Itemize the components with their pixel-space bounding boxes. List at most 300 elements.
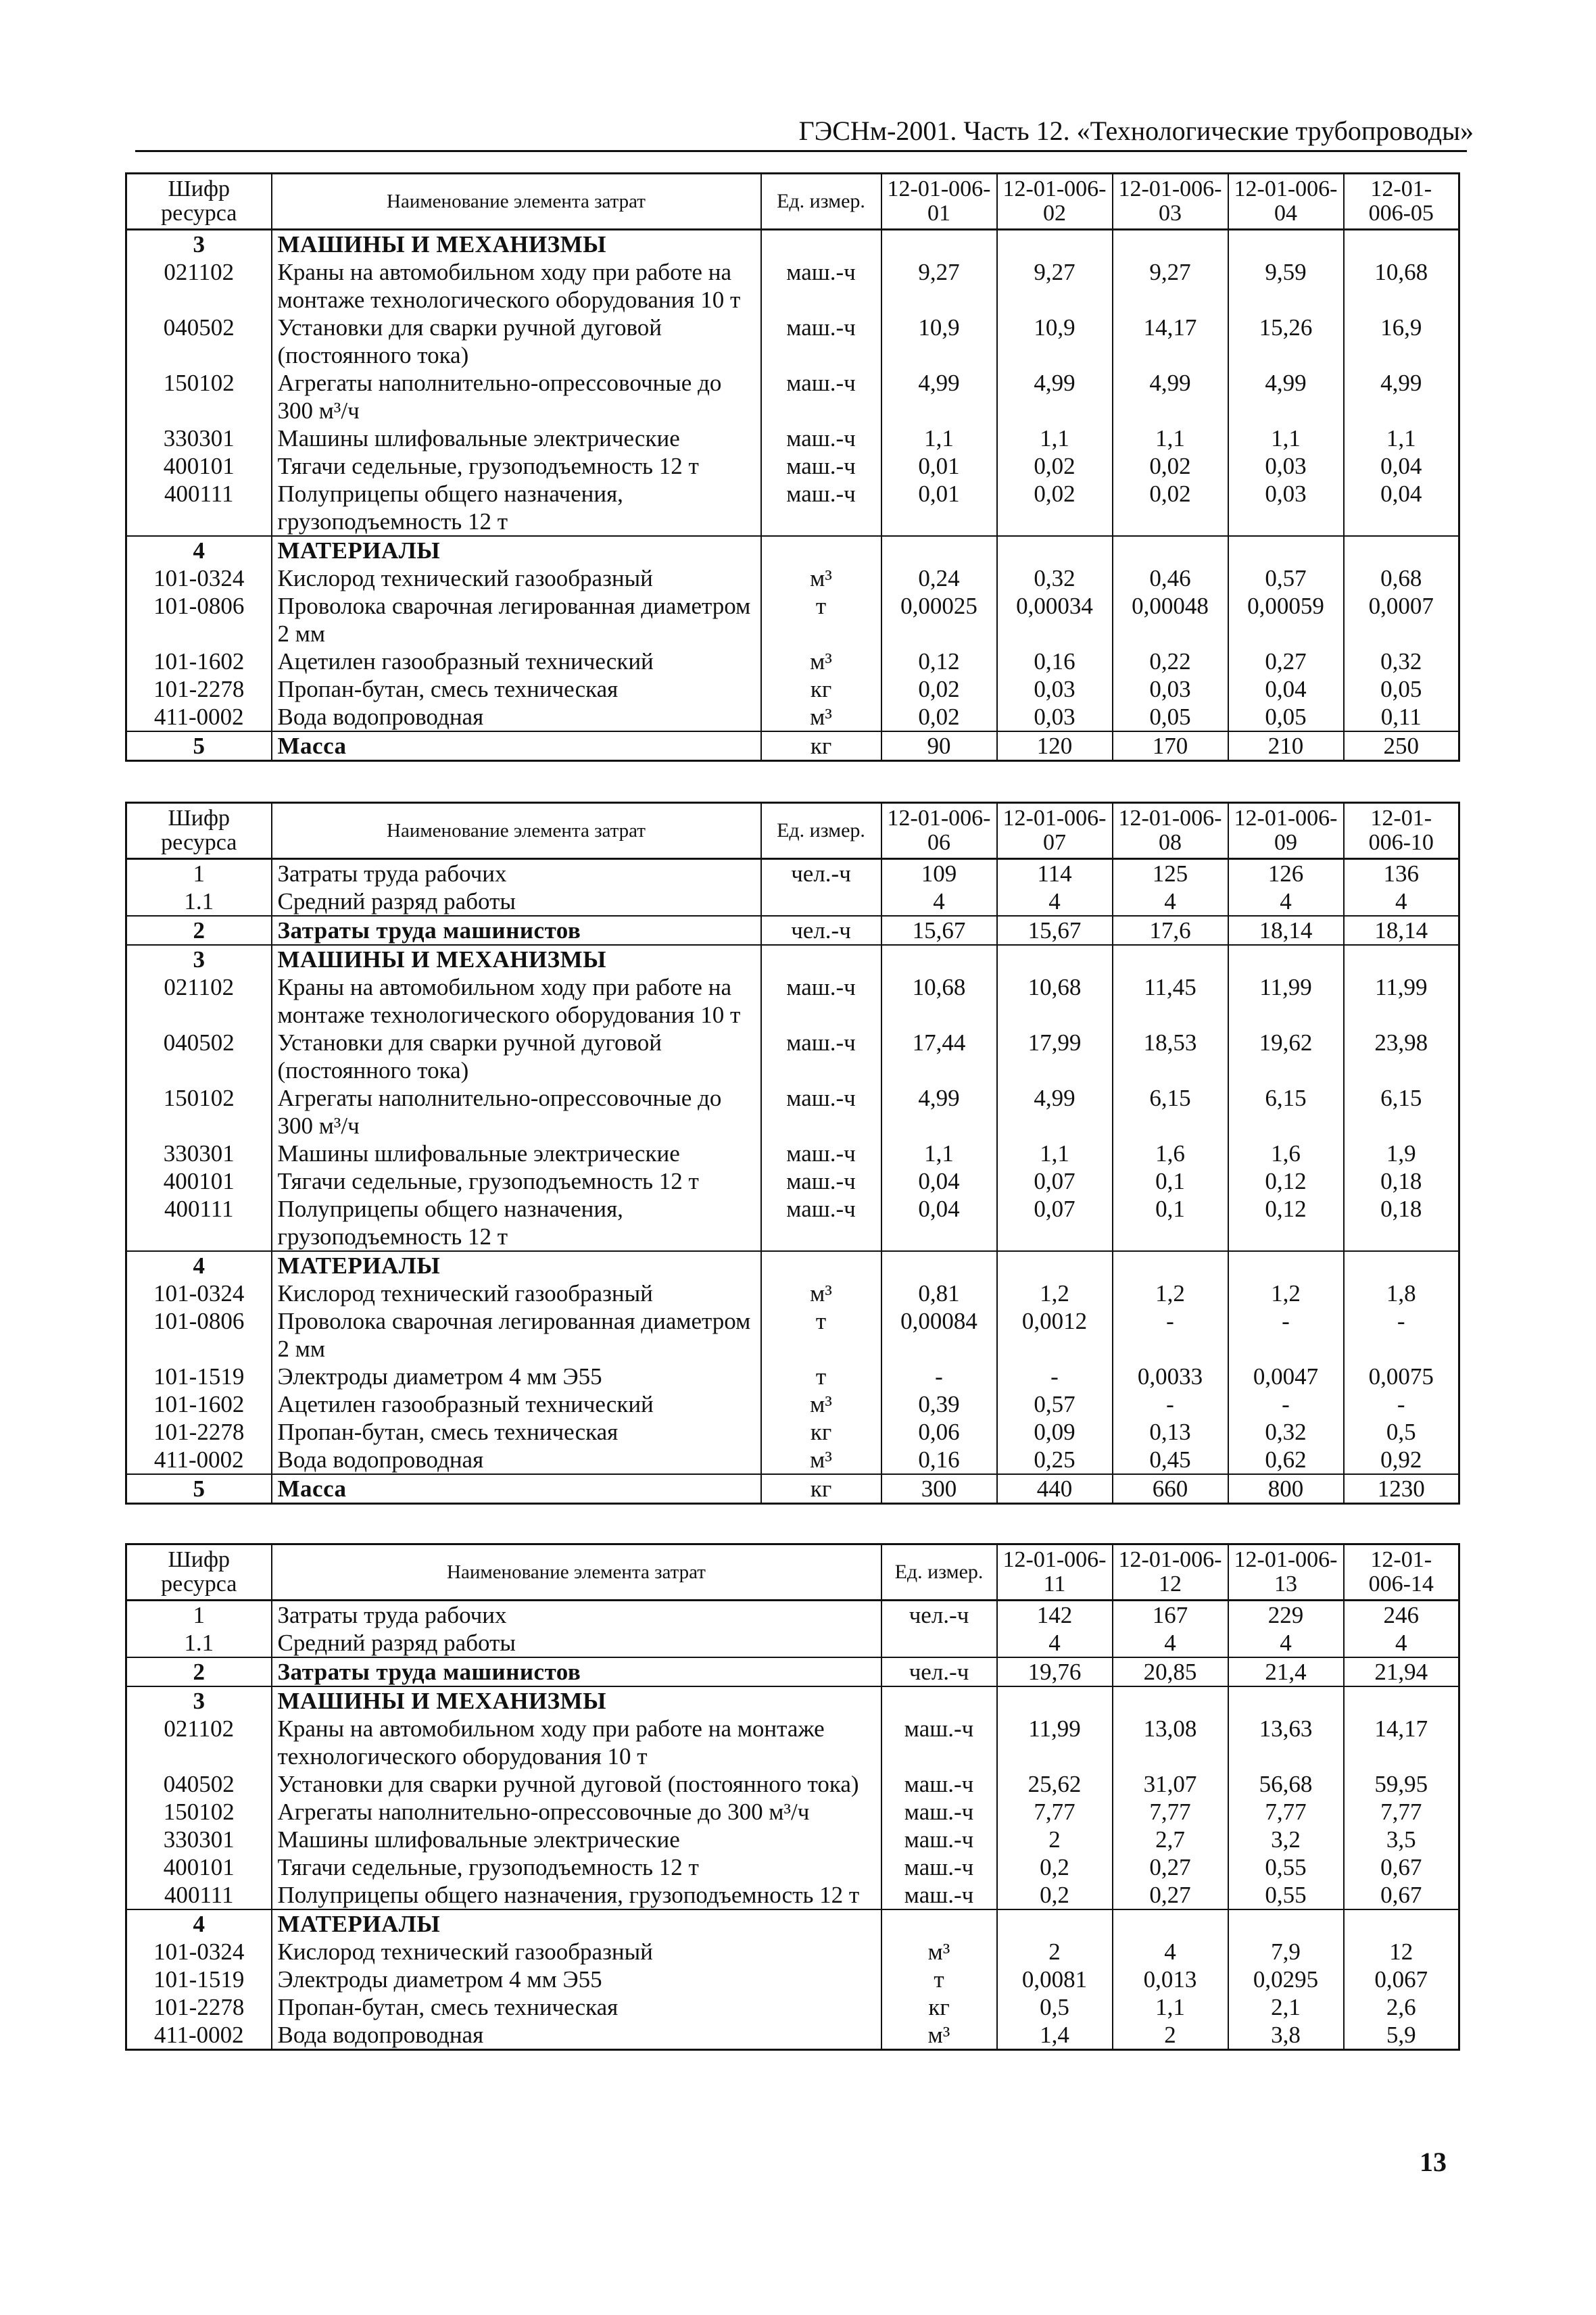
unit-of-measure: м³ [881,2021,997,2050]
norm-value: 0,22 [1113,648,1228,675]
norm-value: 210 [1228,731,1344,761]
norm-value: 1,1 [1113,424,1228,452]
norm-value: 0,013 [1113,1966,1228,1993]
resource-code: 411-0002 [126,2021,272,2050]
resource-code: 3 [126,945,272,973]
cost-element-name: Краны на автомобильном ходу при работе на монтаже технологического оборудования 10 т [272,973,761,1029]
table-row [126,1826,1459,1853]
unit-of-measure: чел.-ч [761,859,881,888]
cost-element-name: Вода водопроводная [272,1446,761,1474]
norm-value: 0,81 [881,1280,997,1307]
norm-value [1228,945,1344,973]
resource-code: 150102 [126,369,272,424]
norm-value: 4,99 [1113,369,1228,424]
norm-value [997,230,1113,259]
cost-table-1 [125,172,1460,762]
norm-value: 3,5 [1344,1826,1459,1853]
norm-value: 4 [1228,887,1344,916]
cost-element-name: Затраты труда рабочих [272,1601,881,1630]
norm-value: 4 [997,1629,1113,1657]
norm-value: 0,45 [1113,1446,1228,1474]
cost-element-name: Масса [272,731,761,761]
norm-value: 440 [997,1474,1113,1504]
table-row [126,1195,1459,1251]
norm-value: 0,12 [881,648,997,675]
table-row [126,1418,1459,1446]
norm-value: 4 [1228,1629,1344,1657]
norm-value: 300 [881,1474,997,1504]
table-row [126,1307,1459,1363]
norm-value: 10,68 [997,973,1113,1029]
norm-value: 1,1 [881,1140,997,1167]
norm-value: 0,24 [881,564,997,592]
cost-element-name: Проволока сварочная легированная диаметром 2 мм [272,592,761,648]
cost-element-name: Машины шлифовальные электрические [272,1140,761,1167]
norm-value [881,945,997,973]
norm-value: 0,32 [997,564,1113,592]
table-row [126,1966,1459,1993]
norm-value: 4 [1113,887,1228,916]
norm-value: 0,07 [997,1195,1113,1251]
norm-value: 0,05 [1344,675,1459,703]
cost-element-name: Пропан-бутан, смесь техническая [272,675,761,703]
norm-value: 0,05 [1113,703,1228,731]
resource-code: 021102 [126,973,272,1029]
table-row [126,1629,1459,1657]
norm-value: 1,1 [1113,1993,1228,2021]
resource-code: 3 [126,230,272,259]
norm-value: 1,9 [1344,1140,1459,1167]
table-row [126,1909,1459,1938]
table-row [126,703,1459,731]
norm-value: 0,46 [1113,564,1228,592]
resource-code: 5 [126,1474,272,1504]
table-row [126,1474,1459,1504]
norm-value: 0,03 [1228,452,1344,480]
norm-value: - [1113,1390,1228,1418]
table-row [126,369,1459,424]
unit-of-measure: маш.-ч [881,1715,997,1770]
resource-code: 411-0002 [126,1446,272,1474]
table-row [126,592,1459,648]
cost-element-name: Кислород технический газообразный [272,1280,761,1307]
resource-code: 400111 [126,1881,272,1909]
unit-of-measure: маш.-ч [881,1798,997,1826]
unit-of-measure [881,1629,997,1657]
norm-value: 2,6 [1344,1993,1459,2021]
table-row [126,945,1459,973]
cost-element-name: МАШИНЫ И МЕХАНИЗМЫ [272,1686,881,1715]
table-row [126,675,1459,703]
norm-value: 0,01 [881,452,997,480]
header-code: Шифр ресурса [126,1544,272,1601]
resource-code: 3 [126,1686,272,1715]
page-number: 13 [1420,2147,1447,2177]
norm-value: 1,2 [1113,1280,1228,1307]
cost-element-name: Машины шлифовальные электрические [272,1826,881,1853]
cost-table-3 [125,1543,1460,2051]
norm-value: 4,99 [997,1084,1113,1140]
unit-of-measure: кг [761,731,881,761]
norm-value: 19,62 [1228,1029,1344,1084]
norm-value: 2 [1113,2021,1228,2050]
unit-of-measure [761,230,881,259]
resource-code: 150102 [126,1798,272,1826]
unit-of-measure: т [761,1307,881,1363]
cost-element-name: Агрегаты наполнительно-опрессовочные до 300 м³/ч [272,1798,881,1826]
cost-element-name: Пропан-бутан, смесь техническая [272,1418,761,1446]
table-header-row [126,174,1459,230]
norm-value: 660 [1113,1474,1228,1504]
norm-value: 0,0081 [997,1966,1113,1993]
norm-value: 4 [997,887,1113,916]
norm-value: 1,1 [1344,424,1459,452]
resource-code: 4 [126,1909,272,1938]
norm-value: 7,9 [1228,1938,1344,1966]
norm-value: 4,99 [881,369,997,424]
norm-value [1228,1686,1344,1715]
cost-element-name: МАТЕРИАЛЫ [272,1909,881,1938]
unit-of-measure [761,887,881,916]
norm-value: 0,04 [881,1195,997,1251]
norm-value: 1,8 [1344,1280,1459,1307]
norm-value: 9,27 [997,258,1113,314]
norm-value: 0,5 [1344,1418,1459,1446]
norm-value: 0,32 [1344,648,1459,675]
header-column-code: 12-01-006-03 [1113,174,1228,230]
norm-value [997,945,1113,973]
resource-code: 1.1 [126,887,272,916]
resource-code: 400101 [126,452,272,480]
table-row [126,1390,1459,1418]
header-column-code: 12-01-006-13 [1228,1544,1344,1601]
unit-of-measure: кг [881,1993,997,2021]
header-rule [135,150,1467,152]
norm-value: 120 [997,731,1113,761]
table-row [126,1770,1459,1798]
norm-value: 13,08 [1113,1715,1228,1770]
norm-value: 4 [1113,1629,1228,1657]
unit-of-measure [881,1909,997,1938]
norm-value: 18,14 [1228,916,1344,945]
header-column-code: 12-01-006-10 [1344,803,1459,859]
norm-value: 0,05 [1228,703,1344,731]
table-header-row [126,803,1459,859]
table-row [126,1715,1459,1770]
norm-value: 17,99 [997,1029,1113,1084]
cost-element-name: Средний разряд работы [272,1629,881,1657]
norm-value: 1,2 [1228,1280,1344,1307]
table-row [126,1657,1459,1686]
unit-of-measure [881,1686,997,1715]
norm-value: 0,2 [997,1853,1113,1881]
unit-of-measure: т [761,1363,881,1390]
norm-value: 0,1 [1113,1195,1228,1251]
unit-of-measure: маш.-ч [761,480,881,536]
norm-value: - [1228,1307,1344,1363]
norm-value: 20,85 [1113,1657,1228,1686]
resource-code: 4 [126,536,272,564]
norm-value: 56,68 [1228,1770,1344,1798]
table-row [126,1993,1459,2021]
norm-value: 7,77 [997,1798,1113,1826]
table-row [126,1798,1459,1826]
norm-value: 0,16 [997,648,1113,675]
table-row [126,1251,1459,1280]
norm-value: 0,01 [881,480,997,536]
norm-value: 0,09 [997,1418,1113,1446]
norm-value: 10,68 [881,973,997,1029]
norm-value [1113,945,1228,973]
norm-value: 125 [1113,859,1228,888]
norm-value: 0,92 [1344,1446,1459,1474]
norm-value: 9,27 [881,258,997,314]
unit-of-measure: кг [761,1418,881,1446]
norm-value: 0,02 [881,703,997,731]
cost-element-name: Агрегаты наполнительно-опрессовочные до 300 м³/ч [272,1084,761,1140]
table-row [126,1853,1459,1881]
norm-value: 16,9 [1344,314,1459,369]
norm-value: 1,4 [997,2021,1113,2050]
norm-value: 2,7 [1113,1826,1228,1853]
norm-value: 0,00048 [1113,592,1228,648]
norm-value: 18,14 [1344,916,1459,945]
cost-element-name: Затраты труда рабочих [272,859,761,888]
norm-value: 0,12 [1228,1195,1344,1251]
unit-of-measure: маш.-ч [761,973,881,1029]
table-row [126,2021,1459,2050]
header-column-code: 12-01-006-14 [1344,1544,1459,1601]
table-row [126,564,1459,592]
cost-element-name: МАШИНЫ И МЕХАНИЗМЫ [272,945,761,973]
norm-value: 0,03 [1228,480,1344,536]
resource-code: 101-1602 [126,1390,272,1418]
table-row [126,1280,1459,1307]
cost-element-name: Полуприцепы общего назначения, грузоподъемность 12 т [272,480,761,536]
norm-value: 6,15 [1113,1084,1228,1140]
unit-of-measure: м³ [761,703,881,731]
norm-value [1113,1686,1228,1715]
norm-value: 170 [1113,731,1228,761]
unit-of-measure: м³ [881,1938,997,1966]
norm-value: 12 [1344,1938,1459,1966]
unit-of-measure: маш.-ч [881,1853,997,1881]
norm-value: 0,02 [997,480,1113,536]
resource-code: 400101 [126,1167,272,1195]
norm-value [1228,1251,1344,1280]
header-column-code: 12-01-006-05 [1344,174,1459,230]
resource-code: 400101 [126,1853,272,1881]
header-name: Наименование элемента затрат [272,174,761,230]
unit-of-measure: т [761,592,881,648]
norm-value: 0,03 [1113,675,1228,703]
header-unit: Ед. измер. [881,1544,997,1601]
header-unit: Ед. измер. [761,803,881,859]
header-column-code: 12-01-006-07 [997,803,1113,859]
norm-value: 0,067 [1344,1966,1459,1993]
norm-value: 0,27 [1228,648,1344,675]
cost-table-2 [125,802,1460,1505]
cost-element-name: Полуприцепы общего назначения, грузоподъемность 12 т [272,1881,881,1909]
unit-of-measure: маш.-ч [761,314,881,369]
norm-value: 13,63 [1228,1715,1344,1770]
unit-of-measure [761,945,881,973]
unit-of-measure: маш.-ч [881,1881,997,1909]
cost-element-name: Агрегаты наполнительно-опрессовочные до 300 м³/ч [272,369,761,424]
norm-value: 0,03 [997,675,1113,703]
norm-value: 2 [997,1826,1113,1853]
table-row [126,916,1459,945]
resource-code: 101-1519 [126,1966,272,1993]
norm-value: 0,00034 [997,592,1113,648]
header-code: Шифр ресурса [126,803,272,859]
norm-value: 0,0033 [1113,1363,1228,1390]
norm-value: 4 [1344,1629,1459,1657]
norm-value: 0,07 [997,1167,1113,1195]
norm-value: 0,16 [881,1446,997,1474]
norm-value: 17,6 [1113,916,1228,945]
norm-value: 3,8 [1228,2021,1344,2050]
unit-of-measure: м³ [761,1280,881,1307]
norm-value [1113,230,1228,259]
norm-value: 15,67 [997,916,1113,945]
norm-value: 4,99 [1228,369,1344,424]
norm-value: 142 [997,1601,1113,1630]
cost-element-name: Полуприцепы общего назначения, грузоподъемность 12 т [272,1195,761,1251]
cost-element-name: Установки для сварки ручной дуговой (постоянного тока) [272,1029,761,1084]
norm-value: 0,27 [1113,1853,1228,1881]
norm-value [881,536,997,564]
norm-value: 0,67 [1344,1853,1459,1881]
norm-value: 1,2 [997,1280,1113,1307]
resource-code: 101-0324 [126,1280,272,1307]
cost-element-name: Краны на автомобильном ходу при работе на монтаже технологического оборудования 10 т [272,1715,881,1770]
norm-value: 1,6 [1228,1140,1344,1167]
norm-value: 5,9 [1344,2021,1459,2050]
norm-value: 0,27 [1113,1881,1228,1909]
cost-element-name: Средний разряд работы [272,887,761,916]
unit-of-measure: маш.-ч [761,1167,881,1195]
norm-value: 0,02 [997,452,1113,480]
norm-value: 11,99 [997,1715,1113,1770]
norm-value: 0,04 [881,1167,997,1195]
table-row [126,1029,1459,1084]
norm-value: 21,94 [1344,1657,1459,1686]
norm-value [1344,536,1459,564]
norm-value [1228,230,1344,259]
norm-value: 0,2 [997,1881,1113,1909]
norm-value: 0,55 [1228,1853,1344,1881]
norm-value: 18,53 [1113,1029,1228,1084]
norm-value: 59,95 [1344,1770,1459,1798]
cost-element-name: Установки для сварки ручной дуговой (постоянного тока) [272,1770,881,1798]
table-row [126,480,1459,536]
norm-value: - [1113,1307,1228,1363]
norm-value [1344,945,1459,973]
norm-value: 4 [1113,1938,1228,1966]
norm-value: 23,98 [1344,1029,1459,1084]
norm-value: 10,9 [881,314,997,369]
unit-of-measure: чел.-ч [761,916,881,945]
norm-value: 14,17 [1344,1715,1459,1770]
norm-value: 4,99 [997,369,1113,424]
table-row [126,452,1459,480]
norm-value: 0,04 [1344,452,1459,480]
norm-value: 1,1 [997,424,1113,452]
table-row [126,1084,1459,1140]
norm-value: 15,26 [1228,314,1344,369]
unit-of-measure: чел.-ч [881,1657,997,1686]
norm-value [997,536,1113,564]
unit-of-measure: м³ [761,1446,881,1474]
norm-value: 19,76 [997,1657,1113,1686]
table-row [126,314,1459,369]
table-row [126,230,1459,259]
header-name: Наименование элемента затрат [272,1544,881,1601]
norm-value: 6,15 [1228,1084,1344,1140]
unit-of-measure: маш.-ч [761,1084,881,1140]
resource-code: 1 [126,859,272,888]
resource-code: 101-2278 [126,1993,272,2021]
table-row [126,1686,1459,1715]
norm-value: 11,99 [1228,973,1344,1029]
norm-value [881,230,997,259]
unit-of-measure: кг [761,1474,881,1504]
unit-of-measure: м³ [761,648,881,675]
norm-value: 17,44 [881,1029,997,1084]
norm-value: 31,07 [1113,1770,1228,1798]
cost-element-name: Машины шлифовальные электрические [272,424,761,452]
unit-of-measure [761,1251,881,1280]
norm-value: 0,02 [881,675,997,703]
table-row [126,1601,1459,1630]
norm-value: 9,59 [1228,258,1344,314]
unit-of-measure: маш.-ч [761,1195,881,1251]
norm-value: 0,18 [1344,1195,1459,1251]
cost-element-name: Масса [272,1474,761,1504]
norm-value: 800 [1228,1474,1344,1504]
cost-element-name: МАТЕРИАЛЫ [272,536,761,564]
table-row [126,648,1459,675]
cost-element-name: МАШИНЫ И МЕХАНИЗМЫ [272,230,761,259]
header-code: Шифр ресурса [126,174,272,230]
page-header: ГЭСНм-2001. Часть 12. «Технологические трубопроводы» [798,116,1474,146]
resource-code: 101-0806 [126,1307,272,1363]
resource-code: 101-1519 [126,1363,272,1390]
unit-of-measure: маш.-ч [761,1140,881,1167]
resource-code: 2 [126,1657,272,1686]
header-column-code: 12-01-006-01 [881,174,997,230]
norm-value: - [1344,1307,1459,1363]
norm-value: 0,04 [1228,675,1344,703]
cost-element-name: Затраты труда машинистов [272,916,761,945]
table-row [126,1881,1459,1909]
norm-value: 0,06 [881,1418,997,1446]
cost-element-name: Тягачи седельные, грузоподъемность 12 т [272,1853,881,1881]
table-row [126,859,1459,888]
norm-value: - [1228,1390,1344,1418]
norm-value: 0,57 [1228,564,1344,592]
resource-code: 101-0324 [126,564,272,592]
norm-value: 0,11 [1344,703,1459,731]
norm-value [1113,1909,1228,1938]
norm-value: 6,15 [1344,1084,1459,1140]
table-row [126,1140,1459,1167]
norm-value: 2,1 [1228,1993,1344,2021]
norm-value: 0,67 [1344,1881,1459,1909]
resource-code: 2 [126,916,272,945]
unit-of-measure: м³ [761,1390,881,1418]
